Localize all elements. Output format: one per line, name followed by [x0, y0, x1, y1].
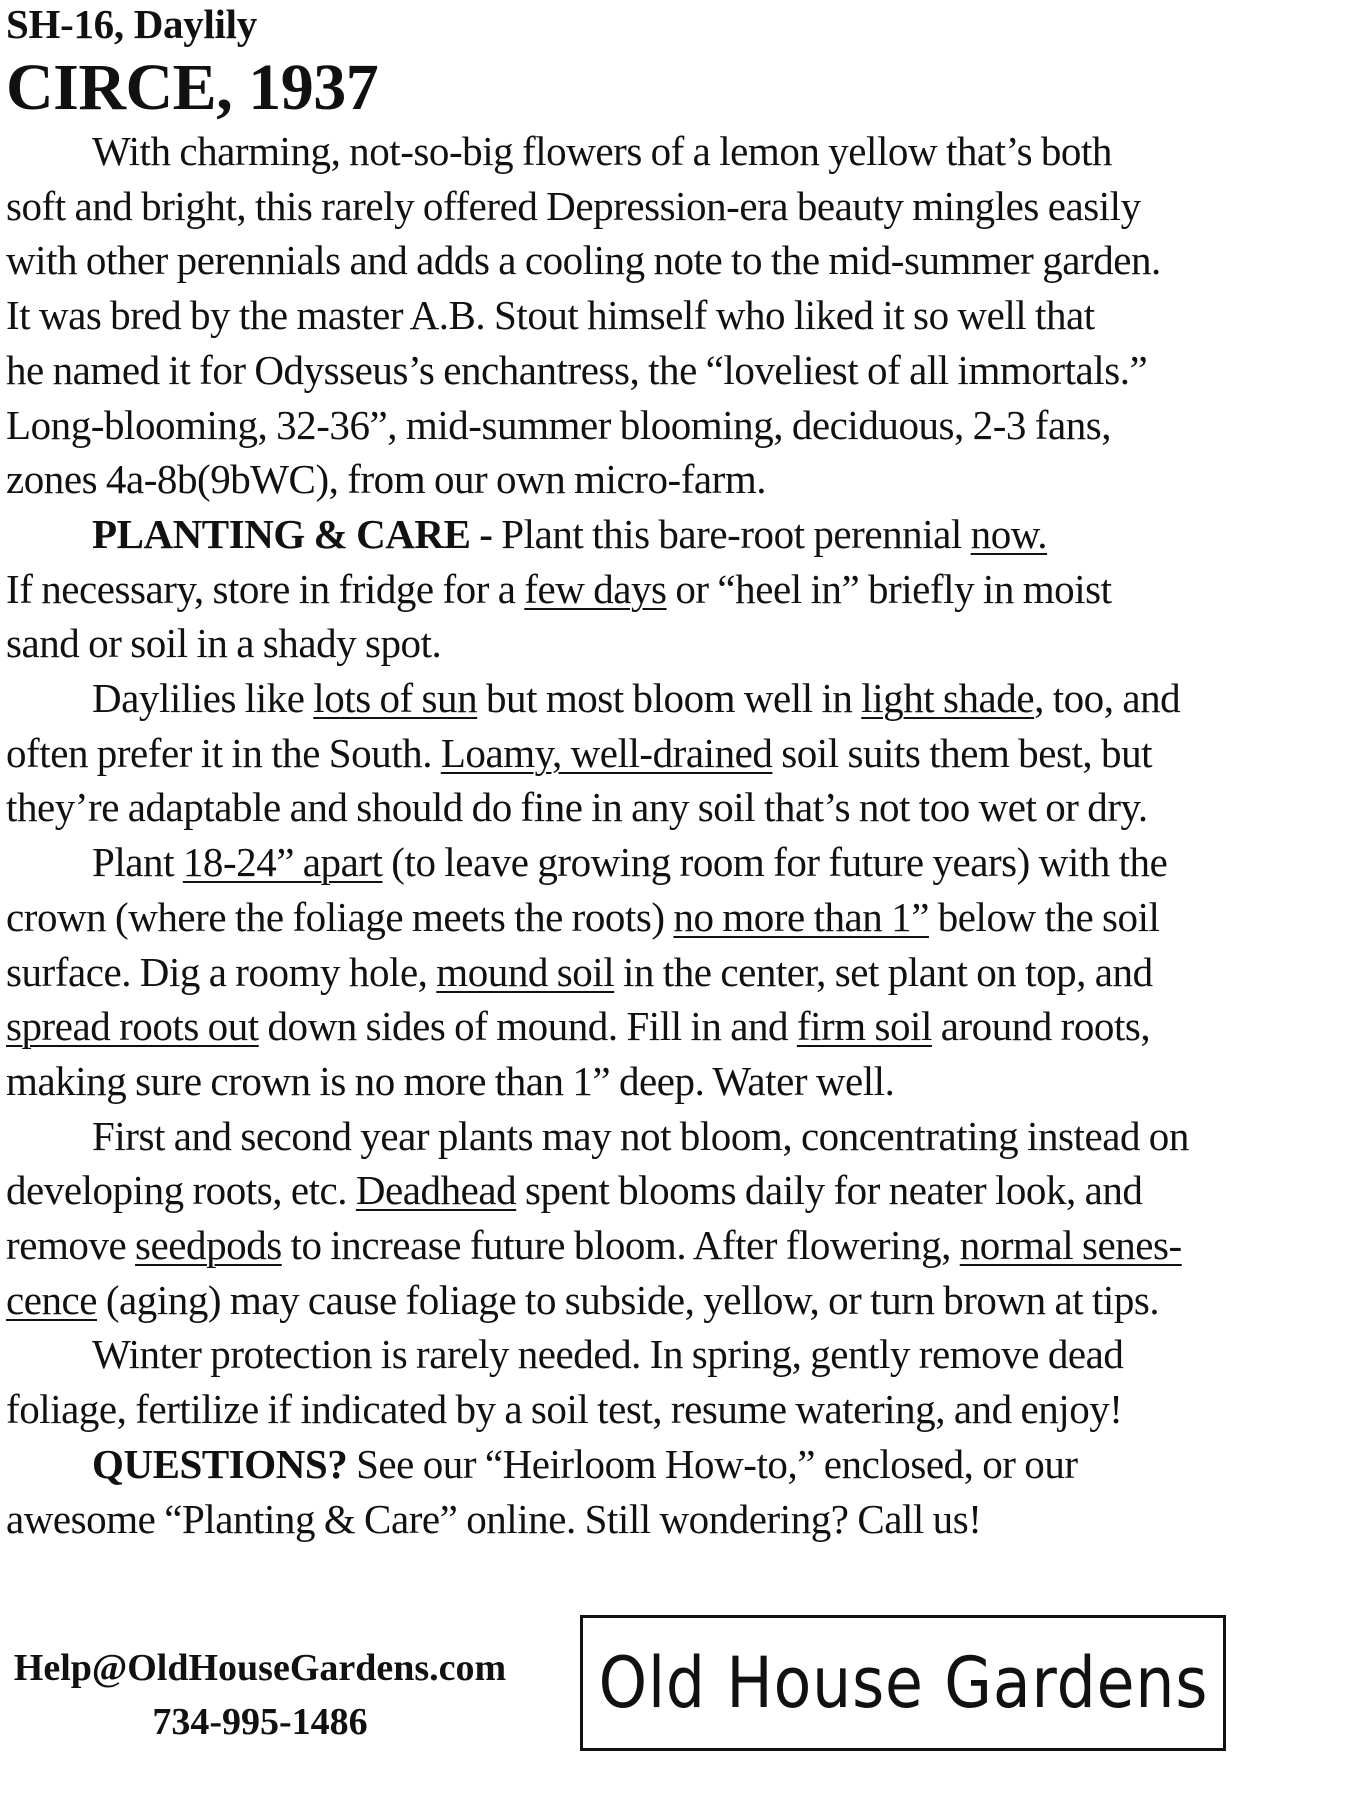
product-title: CIRCE, 1937 [6, 51, 379, 124]
winter-paragraph: Winter protection is rarely needed. In spring, gently remove dead foliage, fertilize if indicated by a soil test, resume watering, and enjoy! [6, 1331, 1124, 1433]
questions-paragraph: QUESTIONS? See our “Heirloom How-to,” enclosed, or our awesome “Planting & Care” online. Still wondering? Call us! [6, 1440, 1078, 1542]
planting-heading: PLANTING & CARE - [92, 510, 493, 557]
phone-number: 734-995-1486 [152, 1701, 368, 1743]
footer [0, 1615, 1350, 1765]
description-paragraph: With charming, not-so-big flowers of a lemon yellow that’s both soft and bright, this rarely offered Depression-era beauty mingles easily with other perennials and adds a cooling note to the mid-summer garden. It was bred by the master A.B. Stout himself who liked it so well that he named it for Odysseus’s enchantress, the “loveliest of all immortals.” Long-blooming, 32-36”, mid-summer blooming, deciduous, 2-3 fans, zones 4a-8b(9bWC), from our own micro-farm. [6, 128, 1161, 503]
planting-paragraph: PLANTING & CARE - Plant this bare-root perennial now. If necessary, store in fridge for a few days or “heel in” briefly in moist sand or soil in a shady spot. [6, 510, 1112, 667]
brand-logo: Old House Gardens [598, 1642, 1208, 1724]
product-code: SH-16, Daylily [6, 1, 257, 47]
email-address: Help@OldHouseGardens.com [13, 1647, 507, 1689]
body-text [6, 124, 1326, 1546]
logo-box [580, 1615, 1226, 1751]
sun-paragraph: Daylilies like lots of sun but most bloom well in light shade, too, and often prefer it in the South. Loamy, well-drained soil suits them best, but they’re adaptable and should do fine in any soil that’s not too wet or dry. [6, 675, 1181, 831]
contact-block [10, 1641, 510, 1749]
instruction-sheet [6, 0, 1326, 1546]
questions-heading: QUESTIONS? [92, 1440, 348, 1487]
plant-spacing-paragraph: Plant 18-24” apart (to leave growing room for future years) with the crown (where the foliage meets the roots) no more than 1” below the soil surface. Dig a roomy hole, mound soil in the center, set plant on top, and spread roots out down sides of mound. Fill in and firm soil around roots, making sure crown is no more than 1” deep. Water well. [6, 839, 1168, 1104]
bloom-paragraph: First and second year plants may not bloom, concentrating instead on developing roots, etc. Deadhead spent blooms daily for neater look, and remove seedpods to increase future bloom. After flowering, normal senes- cence (aging) may cause foliage to subside, yellow, or turn brown at tips. [6, 1112, 1189, 1323]
